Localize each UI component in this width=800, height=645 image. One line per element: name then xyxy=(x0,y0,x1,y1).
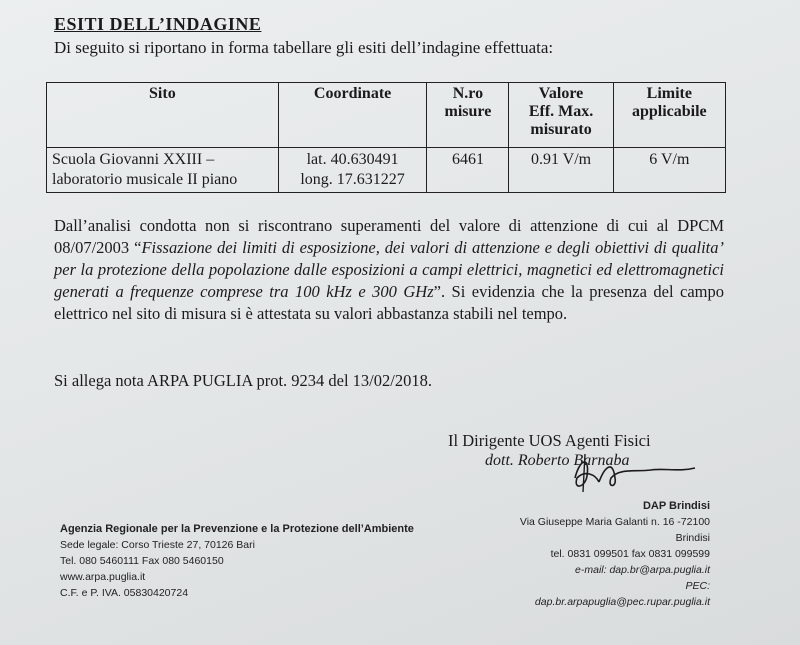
footer-pec: dap.br.arpapuglia@pec.rupar.puglia.it xyxy=(534,596,710,608)
cell-sito-line2: laboratorio musicale II piano xyxy=(52,171,238,188)
header-valore-line3: misurato xyxy=(530,121,592,138)
footer-address: Via Giuseppe Maria Galanti n. 16 -72100 xyxy=(519,516,710,528)
footer-web: www.arpa.puglia.it xyxy=(60,571,146,583)
header-sito: Sito xyxy=(47,83,279,148)
analysis-paragraph xyxy=(54,215,724,325)
footer-agency xyxy=(60,521,414,601)
handwritten-signature xyxy=(555,448,705,496)
header-nro-line1: N.ro xyxy=(452,85,484,102)
cell-sito-line1: Scuola Giovanni XXIII – xyxy=(52,151,215,168)
cell-limite: 6 V/m xyxy=(613,148,725,193)
cell-sito xyxy=(47,148,279,193)
footer-cf: C.F. e P. IVA. 05830420724 xyxy=(60,587,189,599)
intro-text: Di seguito si riportano in forma tabellare gli esiti dell’indagine effettuata: xyxy=(54,38,554,57)
signer-title: Il Dirigente UOS Agenti Fisici xyxy=(448,431,651,450)
paragraph-part2: ”. Si evidenzia che la presenza del campo elettrico nel sito di misura si è attestata su valori abbastanza stabili nel tempo. xyxy=(54,282,724,323)
header-coordinate: Coordinate xyxy=(278,83,427,148)
results-table xyxy=(46,82,726,193)
footer-email: e-mail: dap.br@arpa.puglia.it xyxy=(575,564,710,576)
header-valore-line2: Eff. Max. xyxy=(528,103,594,120)
paragraph-part1: Dall’analisi condotta non si riscontrano superamenti del valore di attenzione di cui al DPCM 08/07/2003 “ xyxy=(54,216,724,257)
footer-office-tel: tel. 0831 099501 fax 0831 099599 xyxy=(550,548,710,560)
cell-valore: 0.91 V/m xyxy=(509,148,613,193)
header-nro-line2: misure xyxy=(444,103,492,120)
paragraph-italic-title: Fissazione dei limiti di esposizione, dei valori di attenzione e degli obiettivi di qualita’ per la protezione della popolazione dalle esposizioni a campi elettrici, magnetici ed elettromagnetici generati a frequenze comprese tra 100 kHz e 300 GHz xyxy=(54,238,724,301)
header-valore xyxy=(509,83,613,148)
header-limite xyxy=(613,83,725,148)
footer-city: Brindisi xyxy=(675,532,710,544)
signer-name: dott. Roberto Barnaba xyxy=(485,452,630,469)
cell-long: long. 17.631227 xyxy=(300,171,405,188)
footer-office xyxy=(520,498,710,610)
cell-lat: lat. 40.630491 xyxy=(306,151,399,168)
header-nro-misure xyxy=(427,83,509,148)
header-limite-line2: applicabile xyxy=(631,103,707,120)
footer-office-name: DAP Brindisi xyxy=(642,500,710,512)
header-valore-line1: Valore xyxy=(538,85,584,102)
section-heading: ESITI DELL’INDAGINE xyxy=(54,14,262,34)
footer-tel: Tel. 080 5460111 Fax 080 5460150 xyxy=(60,555,224,567)
attachment-note: Si allega nota ARPA PUGLIA prot. 9234 del 13/02/2018. xyxy=(54,371,432,390)
header-limite-line1: Limite xyxy=(646,85,692,102)
cell-nro-misure: 6461 xyxy=(427,148,509,193)
cell-coordinate xyxy=(278,148,427,193)
footer-org-name: Agenzia Regionale per la Prevenzione e la Protezione dell’Ambiente xyxy=(60,523,414,535)
table-header-row xyxy=(47,83,726,148)
table-row xyxy=(47,148,726,193)
footer-pec-label: PEC: xyxy=(685,580,710,592)
footer-sede: Sede legale: Corso Trieste 27, 70126 Bari xyxy=(60,539,255,551)
